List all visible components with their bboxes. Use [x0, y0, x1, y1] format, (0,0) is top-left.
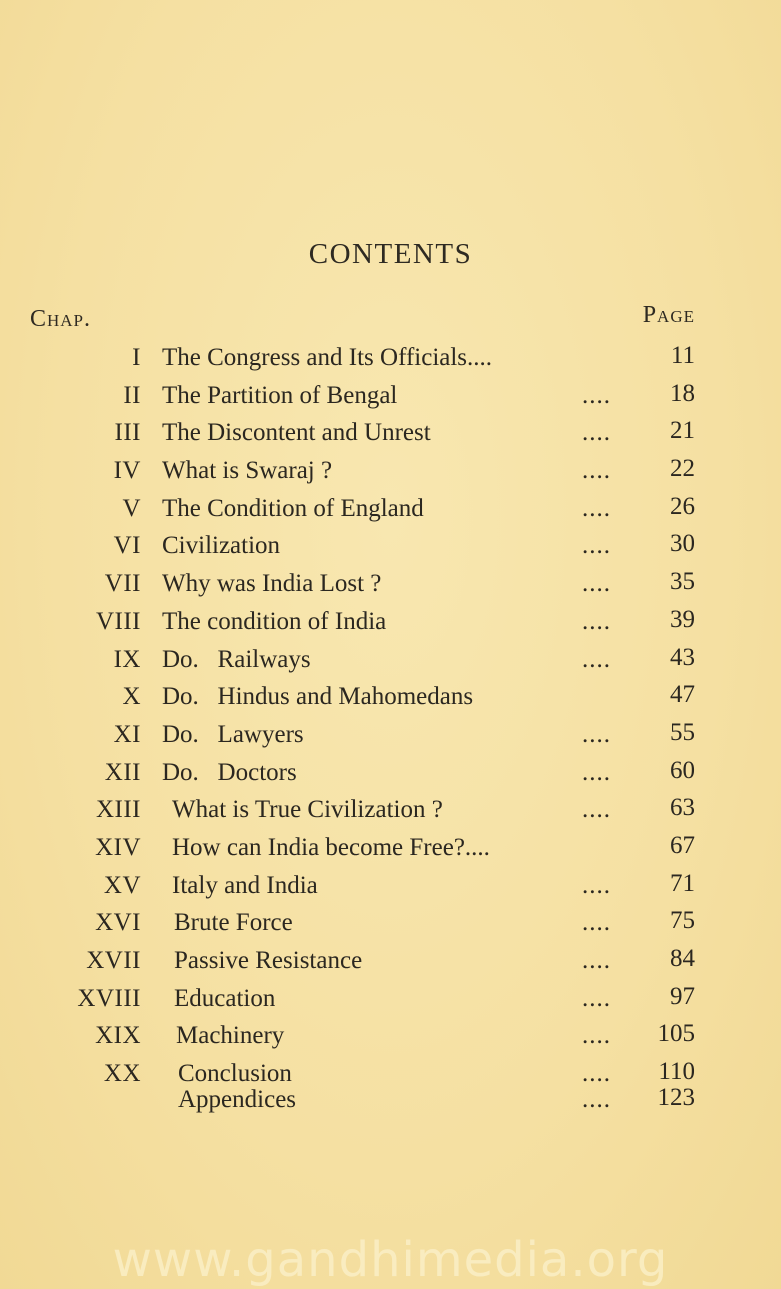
page-number: 84	[670, 945, 695, 972]
chapter-title: Brute Force	[174, 909, 293, 937]
chapter-title: The Condition of England	[162, 494, 424, 522]
chapter-number: XIII	[95, 796, 141, 824]
toc-entry	[0, 870, 781, 908]
chapter-title: Education	[174, 984, 276, 1012]
page-number: 47	[670, 681, 695, 709]
toc-entry	[0, 1084, 781, 1122]
chapter-number: VII	[104, 570, 141, 598]
page-number: 21	[670, 417, 695, 445]
leader-dots: ....	[582, 1022, 611, 1050]
page-number: 60	[670, 756, 695, 784]
leader-dots: ....	[582, 570, 611, 598]
toc-entry	[0, 945, 781, 983]
leader-dots: ....	[582, 532, 611, 560]
chapter-title: Appendices	[178, 1085, 297, 1113]
page-number: 35	[670, 568, 695, 596]
leader-dots: ....	[582, 947, 611, 974]
toc-entry	[0, 757, 781, 795]
chapter-title: Do. Hindus and Mahomedans	[162, 683, 474, 711]
toc-entry	[0, 380, 781, 418]
chapter-title: Do. Lawyers	[162, 720, 304, 748]
page-number: 22	[670, 455, 695, 483]
chapter-number: II	[123, 381, 141, 409]
page-number: 18	[670, 379, 695, 407]
chapter-number: XVIII	[77, 984, 141, 1012]
leader-dots: ....	[582, 909, 611, 937]
chapter-number: XV	[103, 871, 141, 899]
leader-dots: ....	[582, 758, 611, 786]
leader-dots: ....	[582, 419, 611, 447]
chapter-number: IV	[113, 457, 141, 485]
leader-dots: ....	[582, 457, 611, 485]
page-number: 75	[670, 907, 695, 935]
page-number: 11	[670, 342, 695, 369]
chapter-title: Passive Resistance	[174, 947, 363, 974]
page-number: 67	[670, 831, 695, 859]
chapter-number: XIV	[95, 833, 141, 861]
page-number: 26	[670, 492, 695, 520]
chapter-title: Machinery	[176, 1022, 285, 1050]
page-number: 71	[670, 869, 695, 897]
page-number: 63	[670, 794, 695, 822]
page-number: 30	[670, 530, 695, 558]
chapter-column-heading: Chap.	[30, 306, 92, 332]
leader-dots: ....	[582, 796, 611, 824]
leader-dots: ....	[582, 1060, 611, 1088]
chapter-title: The Discontent and Unrest	[162, 419, 431, 447]
toc-entry	[0, 342, 781, 380]
chapter-title: The condition of India	[162, 607, 387, 635]
chapter-title: The Congress and Its Officials....	[162, 344, 493, 371]
chapter-title: Civilization	[162, 532, 281, 560]
watermark-text: www.gandhimedia.org	[112, 1232, 669, 1288]
toc-entry	[0, 568, 781, 606]
leader-dots: ....	[582, 607, 611, 635]
toc-entry	[0, 417, 781, 455]
page-number: 105	[657, 1020, 695, 1048]
contents-title: CONTENTS	[308, 238, 473, 270]
toc-entry	[0, 719, 781, 757]
chapter-title: Conclusion	[178, 1060, 292, 1088]
chapter-number: XVII	[86, 947, 141, 974]
leader-dots: ....	[582, 645, 611, 673]
chapter-number: X	[122, 683, 141, 711]
chapter-title: How can India become Free?....	[172, 833, 490, 861]
chapter-title: Italy and India	[172, 871, 318, 899]
page-number: 43	[670, 643, 695, 671]
table-of-contents	[0, 342, 781, 1121]
chapter-number: VIII	[95, 607, 141, 635]
chapter-title: What is True Civilization ?	[172, 796, 443, 824]
chapter-title: Do. Doctors	[162, 758, 297, 786]
chapter-title: What is Swaraj ?	[162, 457, 333, 485]
chapter-number: XIX	[95, 1022, 141, 1050]
toc-entry	[0, 832, 781, 870]
toc-entry	[0, 983, 781, 1021]
leader-dots: ....	[582, 381, 611, 409]
chapter-number: V	[122, 494, 141, 522]
chapter-number: III	[114, 419, 141, 447]
chapter-number: IX	[113, 645, 141, 673]
toc-entry	[0, 530, 781, 568]
chapter-title: The Partition of Bengal	[162, 381, 398, 409]
page-number: 55	[670, 718, 695, 746]
toc-entry	[0, 606, 781, 644]
page-number: 123	[657, 1083, 695, 1111]
leader-dots: ....	[582, 494, 611, 522]
leader-dots: ....	[582, 984, 611, 1012]
chapter-number: XI	[113, 720, 141, 748]
chapter-title: Why was India Lost ?	[162, 570, 382, 598]
chapter-number: VI	[113, 532, 141, 560]
page-number: 39	[670, 605, 695, 633]
chapter-number: I	[132, 344, 141, 371]
toc-entry	[0, 1020, 781, 1058]
leader-dots: ....	[582, 720, 611, 748]
toc-entry	[0, 681, 781, 719]
toc-entry	[0, 794, 781, 832]
toc-entry	[0, 455, 781, 493]
page-number: 97	[670, 982, 695, 1010]
page-number: 110	[658, 1058, 695, 1086]
toc-entry	[0, 493, 781, 531]
chapter-number: XII	[104, 758, 141, 786]
chapter-number: XX	[103, 1060, 141, 1088]
page-column-heading: Page	[642, 302, 695, 328]
chapter-number: XVI	[95, 909, 141, 937]
toc-entry	[0, 644, 781, 682]
leader-dots: ....	[582, 1085, 611, 1113]
leader-dots: ....	[582, 871, 611, 899]
chapter-title: Do. Railways	[162, 645, 311, 673]
toc-entry	[0, 907, 781, 945]
